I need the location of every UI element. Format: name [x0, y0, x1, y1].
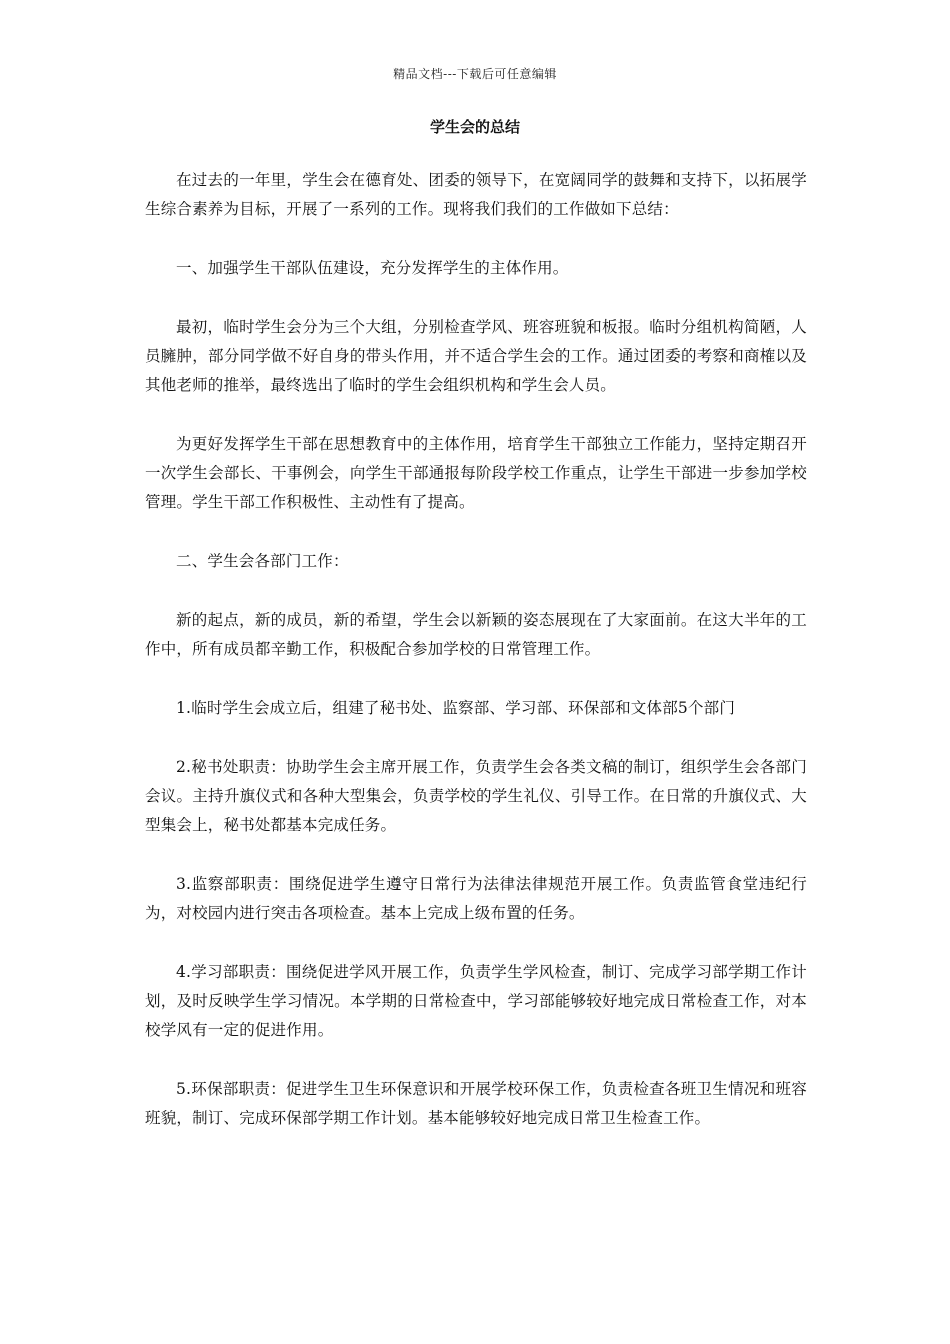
- paragraph-item-3: 3.监察部职责：围绕促进学生遵守日常行为法律法律规范开展工作。负责监管食堂违纪行为，对校园内进行突击各项检查。基本上完成上级布置的任务。: [145, 875, 807, 922]
- paragraph-initial-structure: 最初，临时学生会分为三个大组，分别检查学风、班容班貌和板报。临时分组机构简陋，人员臃肿，部分同学做不好自身的带头作用，并不适合学生会的工作。通过团委的考察和商榷以及其他老师的推举，最终选出了临时的学生会组织机构和学生会人员。: [145, 318, 807, 394]
- paragraph-item-5: 5.环保部职责：促进学生卫生环保意识和开展学校环保工作，负责检查各班卫生情况和班容班貌，制订、完成环保部学期工作计划。基本能够较好地完成日常卫生检查工作。: [145, 1080, 807, 1127]
- document-title: 学生会的总结: [429, 118, 520, 136]
- paragraph-item-2: 2.秘书处职责：协助学生会主席开展工作，负责学生会各类文稿的制订，组织学生会各部门会议。主持升旗仪式和各种大型集会，负责学校的学生礼仪、引导工作。在日常的升旗仪式、大型集会上，秘书处都基本完成任务。: [145, 758, 807, 834]
- paragraph-cadre-role: 为更好发挥学生干部在思想教育中的主体作用，培育学生干部独立工作能力，坚持定期召开一次学生会部长、干事例会，向学生干部通报每阶段学校工作重点，让学生干部进一步参加学校管理。学生干部工作积极性、主动性有了提高。: [145, 435, 807, 511]
- paragraph-section-2-heading: 二、学生会各部门工作：: [176, 552, 349, 570]
- document-body: [145, 166, 807, 1133]
- paragraph-item-1: 1.临时学生会成立后，组建了秘书处、监察部、学习部、环保部和文体部5个部门: [176, 699, 736, 717]
- paragraph-intro: 在过去的一年里，学生会在德育处、团委的领导下，在宽阔同学的鼓舞和支持下，以拓展学生综合素养为目标，开展了一系列的工作。现将我们我们的工作做如下总结：: [145, 171, 807, 218]
- page-header: 精品文档---下载后可任意编辑: [393, 67, 557, 81]
- paragraph-new-start: 新的起点，新的成员，新的希望，学生会以新颖的姿态展现在了大家面前。在这大半年的工作中，所有成员都辛勤工作，积极配合参加学校的日常管理工作。: [145, 611, 807, 658]
- paragraph-section-1-heading: 一、加强学生干部队伍建设，充分发挥学生的主体作用。: [176, 259, 569, 277]
- paragraph-item-4: 4.学习部职责：围绕促进学风开展工作，负责学生学风检查，制订、完成学习部学期工作计划，及时反映学生学习情况。本学期的日常检查中，学习部能够较好地完成日常检查工作，对本校学风有一定的促进作用。: [145, 963, 807, 1039]
